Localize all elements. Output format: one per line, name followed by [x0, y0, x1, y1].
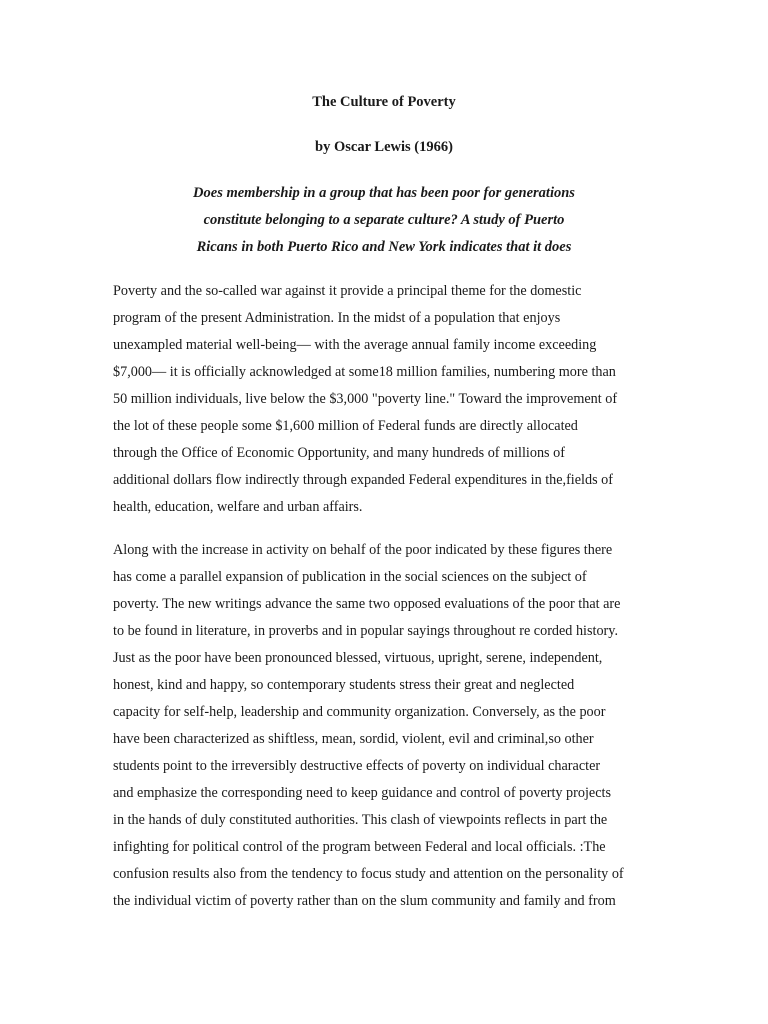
- text-line: and emphasize the corresponding need to keep guidance and control of poverty projects: [113, 785, 611, 801]
- text-line: Just as the poor have been pronounced blessed, virtuous, upright, serene, independent,: [113, 650, 603, 666]
- text-line: program of the present Administration. In the midst of a population that enjoys: [113, 310, 561, 326]
- text-line: Poverty and the so-called war against it provide a principal theme for the domestic: [113, 283, 582, 299]
- text-line: Along with the increase in activity on behalf of the poor indicated by these figures there: [113, 542, 613, 558]
- text-line: additional dollars flow indirectly through expanded Federal expenditures in the,fields of: [113, 472, 613, 488]
- paragraph-1: [113, 278, 673, 521]
- document-deck: [150, 180, 618, 261]
- text-line: the lot of these people some $1,600 million of Federal funds are directly allocated: [113, 418, 578, 434]
- text-line: $7,000— it is officially acknowledged at some18 million families, numbering more than: [113, 364, 616, 380]
- text-line: health, education, welfare and urban affairs.: [113, 499, 363, 515]
- document-title: The Culture of Poverty: [312, 94, 456, 110]
- text-line: through the Office of Economic Opportunity, and many hundreds of millions of: [113, 445, 565, 461]
- text-line: students point to the irreversibly destructive effects of poverty on individual character: [113, 758, 601, 774]
- deck-line: Does membership in a group that has been poor for generations: [193, 185, 575, 201]
- text-line: confusion results also from the tendency to focus study and attention on the personality of: [113, 866, 624, 882]
- text-line: poverty. The new writings advance the same two opposed evaluations of the poor that are: [113, 596, 621, 612]
- text-line: the individual victim of poverty rather than on the slum community and family and from: [113, 893, 616, 909]
- deck-line: constitute belonging to a separate culture? A study of Puerto: [203, 212, 565, 228]
- text-line: capacity for self-help, leadership and community organization. Conversely, as the poor: [113, 704, 606, 720]
- text-line: have been characterized as shiftless, mean, sordid, violent, evil and criminal,so other: [113, 731, 594, 747]
- document-byline: by Oscar Lewis (1966): [315, 139, 453, 155]
- text-line: in the hands of duly constituted authorities. This clash of viewpoints reflects in part the: [113, 812, 608, 828]
- deck-line: Ricans in both Puerto Rico and New York indicates that it does: [196, 239, 572, 255]
- text-line: honest, kind and happy, so contemporary students stress their great and neglected: [113, 677, 575, 693]
- text-line: has come a parallel expansion of publication in the social sciences on the subject of: [113, 569, 587, 585]
- text-line: infighting for political control of the program between Federal and local officials. :The: [113, 839, 606, 855]
- text-line: unexampled material well-being— with the average annual family income exceeding: [113, 337, 597, 353]
- text-line: 50 million individuals, live below the $3,000 "poverty line." Toward the improvement of: [113, 391, 618, 407]
- text-line: to be found in literature, in proverbs and in popular sayings throughout re corded history.: [113, 623, 618, 639]
- paragraph-2: [113, 537, 673, 915]
